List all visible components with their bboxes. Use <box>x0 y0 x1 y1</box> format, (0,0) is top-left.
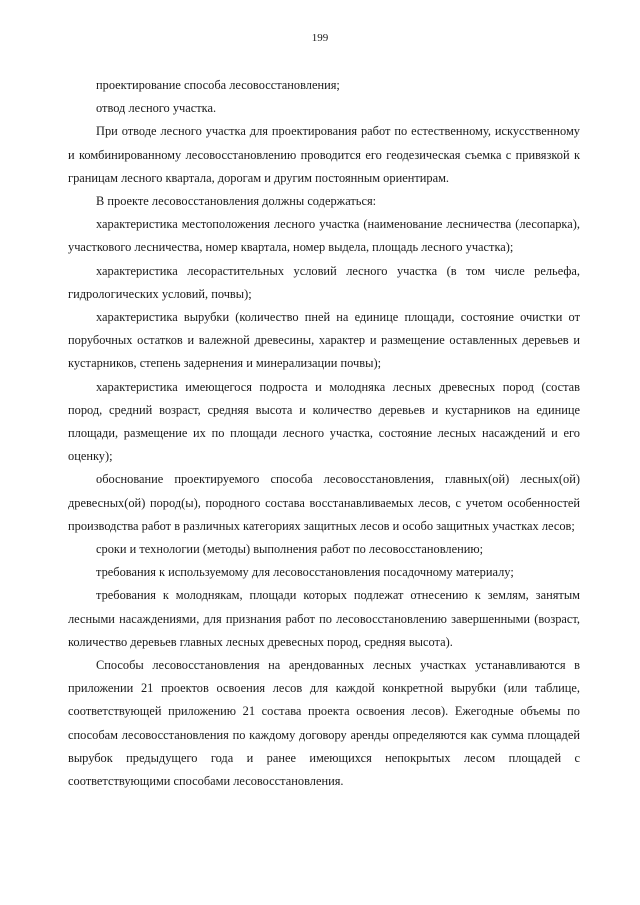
paragraph: В проекте лесовосстановления должны содержаться: <box>96 194 377 209</box>
paragraph: отвод лесного участка. <box>96 101 217 116</box>
paragraph: сроки и технологии (методы) выполнения работ по лесовосстановлению; <box>96 542 484 557</box>
body-text <box>68 74 580 793</box>
page-number: 199 <box>311 32 329 44</box>
paragraph: проектирование способа лесовосстановления; <box>96 78 340 92</box>
paragraph: При отводе лесного участка для проектирования работ по естественному, искусственному и комбинированному лесовосстановлению проводится его геодезическая съемка с привязкой к границам лесного квартала, дорогам и другим постоянным ориентирам. <box>68 124 580 185</box>
paragraph: характеристика имеющегося подроста и молодняка лесных древесных пород (состав пород, средний возраст, средняя высота и количество деревьев и кустарников на единице площади, размещение их по площади лесного участка, состояние лесных насаждений и его оценку); <box>68 379 580 464</box>
paragraph: характеристика вырубки (количество пней на единице площади, состояние очистки от порубочных остатков и валежной древесины, характер и размещение оставленных деревьев и кустарников, степень задернения и минерализации почвы); <box>68 310 580 371</box>
paragraph: Способы лесовосстановления на арендованных лесных участках устанавливаются в приложении 21 проектов освоения лесов для каждой конкретной вырубки (или таблице, соответствующей приложению 21 состава проекта освоения лесов). Ежегодные объемы по способам лесовосстановления по каждому договору аренды определяются как сумма площадей вырубок предыдущего года и ранее имеющихся непокрытых лесом площадей с соответствующими способами лесовосстановления. <box>68 658 580 789</box>
paragraph: требования к используемому для лесовосстановления посадочному материалу; <box>96 565 514 580</box>
paragraph: характеристика лесорастительных условий лесного участка (в том числе рельефа, гидрологических условий, почвы); <box>68 263 580 301</box>
paragraph: требования к молоднякам, площади которых подлежат отнесению к землям, занятым лесными насаждениями, для признания работ по лесовосстановлению завершенными (возраст, количество деревьев главных лесных древесных пород, средняя высота). <box>68 588 580 649</box>
paragraph: обоснование проектируемого способа лесовосстановления, главных(ой) лесных(ой) древесных(ой) пород(ы), породного состава восстанавливаемых лесов, с учетом особенностей производства работ в различных категориях защитных лесов и особо защитных участках лесов; <box>68 472 580 533</box>
paragraph: характеристика местоположения лесного участка (наименование лесничества (лесопарка), участкового лесничества, номер квартала, номер выдела, площадь лесного участка); <box>68 217 580 255</box>
